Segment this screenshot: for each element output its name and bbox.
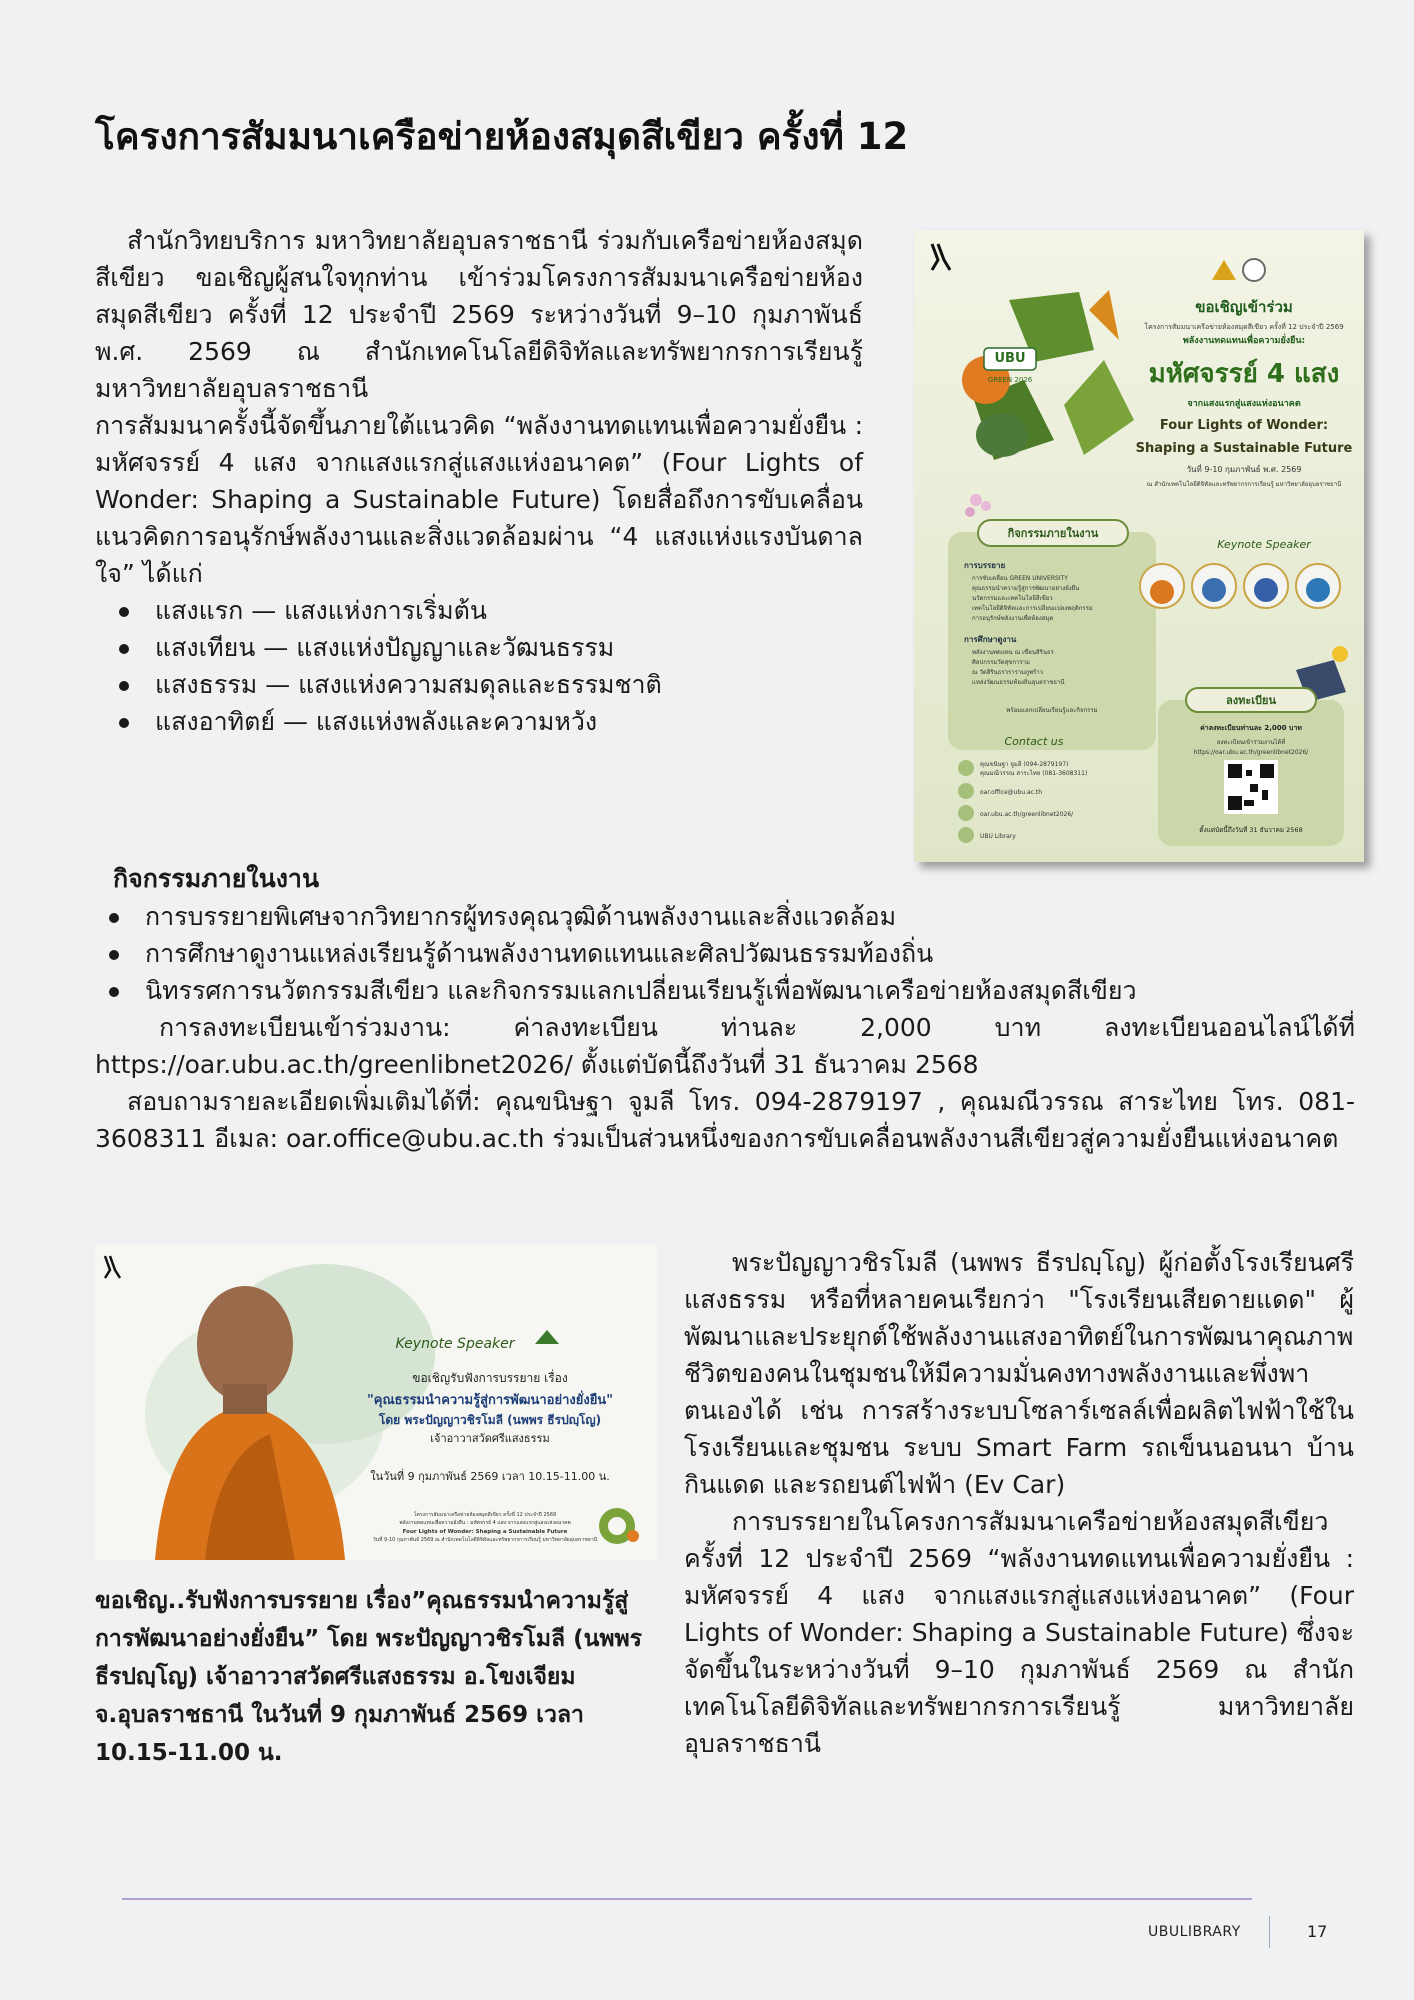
- concept-paragraph: การสัมมนาครั้งนี้จัดขึ้นภายใต้แนวคิด “พลังงานทดแทนเพื่อความยั่งยืน : มหัศจรรย์ 4 แสง จากแสงแรกสู่แสงแห่งอนาคต” (Four Lights of Wonder: Shaping a Sustainable Future) โดยสื่อถึงการขับเคลื่อนแนวคิดการอนุรักษ์พลังงานและสิ่งแวดล้อมผ่าน “4 แสงแห่งแรงบันดาลใจ” ได้แก่: [95, 411, 863, 588]
- sun-icon: [1332, 646, 1348, 662]
- poster-venue-line: ณ สำนักเทคโนโลยีดิจิทัลและทรัพยากรการเรียนรู้ มหาวิทยาลัยอุบลราชธานี: [1146, 481, 1342, 488]
- poster-contact: UBU Library: [980, 833, 1016, 840]
- poster-en-line2: Shaping a Sustainable Future: [1135, 441, 1353, 456]
- page-number: 17: [1307, 1922, 1328, 1941]
- list-item: การบรรยายพิเศษจากวิทยากรผู้ทรงคุณวุฒิด้านพลังงานและสิ่งแวดล้อม: [101, 898, 1355, 935]
- email-icon: [958, 783, 974, 799]
- four-lights-list: [111, 592, 863, 740]
- poster-lecture-item: เทคโนโลยีดิจิทัลและการเปลี่ยนแปลงพฤติกรรม: [972, 605, 1093, 612]
- page-title: โครงการสัมมนาเครือข่ายห้องสมุดสีเขียว ครั้งที่ 12: [95, 115, 909, 158]
- poster-contact: oar.ubu.ac.th/greenlibnet2026/: [980, 811, 1074, 818]
- list-item: การศึกษาดูงานแหล่งเรียนรู้ด้านพลังงานทดแทนและศิลปวัฒนธรรมท้องถิ่น: [101, 935, 1355, 972]
- poster-lecture-item: นวัตกรรมและเทคโนโลยีสีเขียว: [972, 595, 1053, 602]
- speaker-paragraph: พระปัญญาวชิรโมลี (นพพร ธีรปญฺโญ) ผู้ก่อตั้งโรงเรียนศรีแสงธรรม หรือที่หลายคนเรียกว่า "โรงเรียนเสียดายแดด" ผู้พัฒนาและประยุกต์ใช้พลังงานแสงอาทิตย์ในการพัฒนาคุณภาพชีวิตของคนในชุมชนให้มีความมั่นคงทางพลังงานและพึ่งพาตนเองได้ เช่น การสร้างระบบโซลาร์เซลล์เพื่อผลิตไฟฟ้าใช้ในโรงเรียนและชุมชน ระบบ Smart Farm รถเข็นนอนนา บ้านกินแดด และรถยนต์ไฟฟ้า (Ev Car): [684, 1248, 1354, 1499]
- phone-icon: [958, 760, 974, 776]
- list-item: นิทรรศการนวัตกรรมสีเขียว และกิจกรรมแลกเปลี่ยนเรียนรู้เพื่อพัฒนาเครือข่ายห้องสมุดสีเขียว: [101, 972, 1355, 1009]
- poster-concept-line: พลังงานทดแทนเพื่อความยั่งยืน:: [1182, 336, 1306, 346]
- poster-reg-url: https://oar.ubu.ac.th/greenlibnet2026/: [1193, 749, 1309, 756]
- poster-invite: ขอเชิญเข้าร่วม: [1195, 298, 1293, 316]
- poster-study-item: ศิลปกรรมวัดสุขการาม: [972, 659, 1030, 666]
- poster-reg-line: ลงทะเบียนเข้าร่วมงานได้ที่: [1216, 739, 1286, 746]
- footer-divider: [122, 1898, 1252, 1900]
- poster-contact-title: Contact us: [1004, 735, 1064, 748]
- poster-en-line1: Four Lights of Wonder:: [1159, 418, 1329, 433]
- banner-speaker-title: Keynote Speaker: [395, 1336, 515, 1352]
- list-item: แสงอาทิตย์ — แสงแห่งพลังและความหวัง: [111, 703, 863, 740]
- poster-deadline-line: ตั้งแต่บัดนี้ถึงวันที่ 31 ธันวาคม 2568: [1199, 826, 1303, 834]
- keynote-banner: [95, 1244, 657, 1560]
- banner-topic-line: "คุณธรรมนำความรู้สู่การพัฒนาอย่างยั่งยืน": [367, 1393, 613, 1408]
- list-item: แสงธรรม — แสงแห่งความสมดุลและธรรมชาติ: [111, 666, 863, 703]
- banner-graphic: [95, 1244, 657, 1560]
- footer-brand: UBULIBRARY: [1148, 1924, 1241, 1940]
- poster-date-line: วันที่ 9-10 กุมภาพันธ์ พ.ศ. 2569: [1186, 465, 1302, 474]
- intro-paragraph: สำนักวิทยบริการ มหาวิทยาลัยอุบลราชธานี ร่วมกับเครือข่ายห้องสมุดสีเขียว ขอเชิญผู้สนใจทุกท่าน เข้าร่วมโครงการสัมมนาเครือข่ายห้องสมุดสีเขียว ครั้งที่ 12 ประจำปี 2569 ระหว่างวันที่ 9–10 กุมภาพันธ์ พ.ศ. 2569 ณ สำนักเทคโนโลยีดิจิทัลและทรัพยากรการเรียนรู้ มหาวิทยาลัยอุบลราชธานี: [95, 226, 863, 403]
- poster-project-line: โครงการสัมมนาเครือข่ายห้องสมุดสีเขียว ครั้งที่ 12 ประจำปี 2569: [1144, 323, 1344, 331]
- lecture-paragraph: การบรรยายในโครงการสัมมนาเครือข่ายห้องสมุดสีเขียว ครั้งที่ 12 ประจำปี 2569 “พลังงานทดแทนเพื่อความยั่งยืน : มหัศจรรย์ 4 แสง จากแสงแรกสู่แสงแห่งอนาคต” (Four Lights of Wonder: Shaping a Sustainable Future) ซึ่งจะจัดขึ้นในระหว่างวันที่ 9–10 กุมภาพันธ์ 2569 ณ สำนักเทคโนโลยีดิจิทัลและทรัพยากรการเรียนรู้ มหาวิทยาลัยอุบลราชธานี: [684, 1507, 1354, 1758]
- web-icon: [958, 805, 974, 821]
- speaker-article: [684, 1244, 1354, 1762]
- library-logo-icon: [1243, 259, 1265, 281]
- poster-headline: มหัศจรรย์ 4 แสง: [1148, 359, 1340, 389]
- orchid-icon: [970, 494, 982, 506]
- poster-subline: จากแสงแรกสู่แสงแห่งอนาคต: [1187, 399, 1301, 409]
- banner-footer-line: พลังงานทดแทนเพื่อความยั่งยืน : มหัศจรรย์ 4 แสง จากแสงแรกสู่แสงแห่งอนาคต: [399, 1520, 571, 1526]
- banner-footer-line: Four Lights of Wonder: Shaping a Sustainable Future: [402, 1529, 568, 1535]
- banner-time-line: ในวันที่ 9 กุมภาพันธ์ 2569 เวลา 10.15-11.00 น.: [370, 1470, 610, 1483]
- poster-contact: คุณมณีวรรณ สาระไทย (081-3608311): [980, 770, 1088, 777]
- banner-caption: ขอเชิญ..รับฟังการบรรยาย เรื่อง”คุณธรรมนำความรู้สู่การพัฒนาอย่างยั่งยืน” โดย พระปัญญาวชิรโมลี (นพพร ธีรปญฺโญ) เจ้าอาวาสวัดศรีแสงธรรม อ.โขงเจียม จ.อุบลราชธานี ในวันที่ 9 กุมภาพันธ์ 2569 เวลา 10.15-11.00 น.: [95, 1588, 642, 1766]
- banner-footer-line: วันที่ 9-10 กุมภาพันธ์ 2569 ณ สำนักเทคโนโลยีดิจิทัลและทรัพยากรการเรียนรู้ มหาวิทยาลัยอุบลราชธานี: [372, 1537, 598, 1543]
- activities-heading: กิจกรรมภายในงาน: [113, 864, 320, 893]
- activities-list: [101, 898, 1355, 1009]
- poster-study-head: การศึกษาดูงาน: [964, 635, 1017, 644]
- poster-logo-sub: GREEN 2026: [987, 376, 1033, 384]
- contact-paragraph: สอบถามรายละเอียดเพิ่มเติมได้ที่: คุณขนิษฐา จูมลี โทร. 094-2879197 , คุณมณีวรรณ สาระไทย โทร. 081-3608311 อีเมล: oar.office@ubu.ac.th ร่วมเป็นส่วนหนึ่งของการขับเคลื่อนพลังงานสีเขียวสู่ความยั่งยืนแห่งอนาคต: [95, 1087, 1355, 1153]
- qr-code-icon: [1224, 760, 1278, 814]
- poster-graphic: [914, 230, 1364, 862]
- poster-lecture-item: การขับเคลื่อน GREEN UNIVERSITY: [972, 575, 1068, 582]
- banner-footer-line: โครงการสัมมนาเครือข่ายห้องสมุดสีเขียว ครั้งที่ 12 ประจำปี 2569: [413, 1512, 557, 1518]
- banner-role-line: เจ้าอาวาสวัดศรีแสงธรรม: [430, 1432, 550, 1445]
- poster-speaker-title: Keynote Speaker: [1217, 538, 1311, 551]
- list-item: แสงเทียน — แสงแห่งปัญญาและวัฒนธรรม: [111, 629, 863, 666]
- poster-contact: oar.office@ubu.ac.th: [980, 789, 1042, 796]
- activities-section: [95, 860, 1355, 1157]
- facebook-icon: [958, 827, 974, 843]
- intro-section: [95, 222, 863, 740]
- footer-separator: [1269, 1916, 1270, 1948]
- banner-invite-line: ขอเชิญรับฟังการบรรยาย เรื่อง: [412, 1371, 568, 1385]
- banner-by-line: โดย พระปัญญาวชิรโมลี (นพพร ธีรปญฺโญ): [378, 1413, 602, 1427]
- poster-note: พร้อมแลกเปลี่ยนเรียนรู้และกิจกรรม: [1006, 707, 1098, 714]
- poster-register-tab: ลงทะเบียน: [1226, 694, 1276, 707]
- list-item: แสงแรก — แสงแห่งการเริ่มต้น: [111, 592, 863, 629]
- poster-lecture-item: การอนุรักษ์พลังงานเพื่อห้องสมุด: [972, 615, 1054, 622]
- poster-activities-tab: กิจกรรมภายในงาน: [1007, 527, 1099, 540]
- poster-logo-text: UBU: [994, 351, 1026, 366]
- event-poster: [914, 230, 1364, 862]
- poster-study-item: พลังงานทดแทน ณ เขื่อนสิรินธร: [972, 649, 1054, 656]
- registration-paragraph: การลงทะเบียนเข้าร่วมงาน: ค่าลงทะเบียน ท่านละ 2,000 บาท ลงทะเบียนออนไลน์ได้ที่ https://oar.ubu.ac.th/greenlibnet2026/ ตั้งแต่บัดนี้ถึงวันที่ 31 ธันวาคม 2568: [95, 1013, 1355, 1079]
- poster-lecture-head: การบรรยาย: [964, 561, 1006, 570]
- poster-lecture-item: คุณธรรมนำความรู้สู่การพัฒนาอย่างยั่งยืน: [972, 585, 1080, 592]
- poster-study-item: ณ วัดสิรินธรวรารามภูพร้าว: [972, 669, 1043, 676]
- poster-contact: คุณขนิษฐา จูมลี (094-2879197): [980, 761, 1069, 768]
- poster-fee-line: ค่าลงทะเบียนท่านละ 2,000 บาท: [1200, 724, 1302, 732]
- poster-study-item: แหล่งวัฒนธรรมท้องถิ่นอุบลราชธานี: [972, 679, 1065, 686]
